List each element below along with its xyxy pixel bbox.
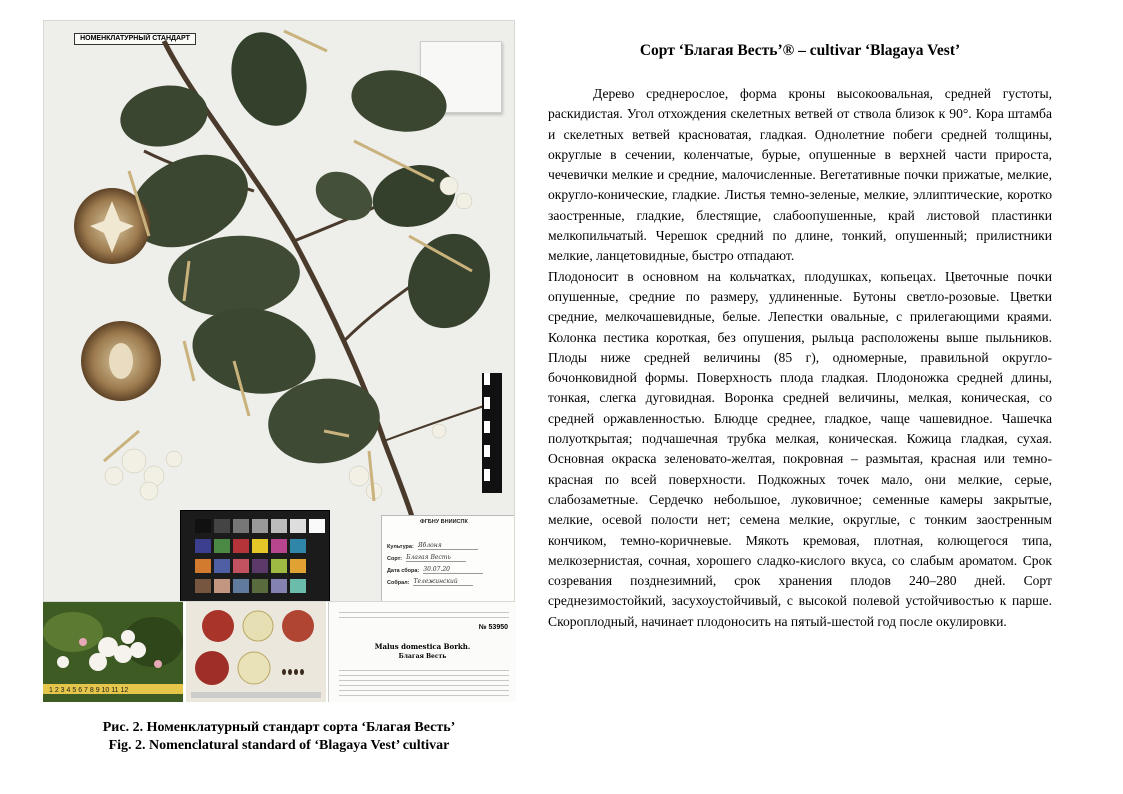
paragraph-tree: Дерево среднерослое, форма кроны высокоовальная, средней густоты, раскидистая. Угол отхождения скелетных ветвей от ствола близок к 90°. Кора штамба и скелетных ветвей красноватая, гладкая. Однолетние побеги средней толщины, округлые в сечении, коленчатые, бурые, опушенные в верхней части прироста, чечевички мелкие и средние, малочисленные. Вегетативные почки прижатые, мелкие, округло-конические, гладкие. Листья темно-зеленые, мелкие, эллиптические, коротко заостренные, гладкие, блестящие, слабоопушенные, край листовой пластинки мелкопильчатый. Черешок средний по длине, тонкий, опушенный; прилистники мелкие, ланцетовидные, быстро отпадают. (548, 86, 1052, 264)
date-value: 30.07.20 (423, 566, 483, 574)
apple-half (238, 652, 270, 684)
label-header: ФГБНУ ВНИИСПК (420, 519, 468, 525)
article-body (548, 84, 1052, 632)
paragraph-fruit: Плодоносит в основном на кольчатках, плодушках, копьецах. Цветочные почки опушенные, средние по размеру, удлиненные. Бутоны светло-розовые. Цветки средние, мелкочашевидные, белые. Лепестки овальные, с прилегающими краями. Колонка пестика короткая, без опушения, рыльца расположены выше пыльников. Плоды ниже средней величины (85 г), одномерные, правильной округло-бочонковидной формы. Поверхность плода гладкая. Плодоножка средней длины, тонкая, слегка дуговидная. Воронка средней величины, мелкая, коническая, со средней оржавленностью. Блюдце среднее, гладкое, чаще чашевидное. Чашечка полуоткрытая; подчашечная трубка мелкая, коническая. Кожица гладкая, сухая. Основная окраска зеленовато-желтая, покровная – размытая, красная или темно-красная по всей поверхности. Подкожных точек мало, они мелкие, серые, слабозаметные. Сердечко небольшое, луковичное; семенные камеры закрытые, мелкие, осевой полости нет; семена мелкие, округлые, с тонким заостренным кончиком, темно-коричневые. Мякоть кремовая, плотная, колющегося типа, мелкозернистая, сочная, хорошего сладко-кислого вкуса, со слабым ароматом. Срок созревания позднезимний, срок хранения плодов 240–280 дней. Сорт среднезимостойкий, засухоустойчивый, с высокой полевой устойчивостью к парше. Скороплодный, начинает плодоносить на пятый-шестой год после окулировки. (548, 268, 1052, 629)
collector-value: Тележинский (413, 578, 473, 586)
leaf (115, 79, 212, 153)
caption-en: Fig. 2. Nomenclatural standard of ‘Blagaya Vest’ cultivar (108, 738, 450, 753)
nomenclatural-stamp: НОМЕНКЛАТУРНЫЙ СТАНДАРТ (74, 33, 196, 45)
apple-whole (282, 610, 314, 642)
cultivar-name: Благая Весть (398, 653, 447, 660)
leaf (395, 222, 503, 340)
color-checker-chart (180, 510, 330, 602)
apple-core (109, 343, 133, 379)
fruit-photo (186, 602, 326, 702)
figure-caption (43, 719, 515, 755)
apple-whole (202, 610, 234, 642)
apple-whole (195, 651, 229, 685)
specimen-card (328, 602, 516, 702)
herbarium-label (381, 515, 515, 602)
leaf (366, 156, 463, 236)
apple-half (243, 611, 273, 641)
culture-value: Яблоня (418, 542, 478, 550)
variety-label: Сорт: (387, 556, 403, 562)
blossom-photo (43, 602, 183, 702)
caption-ru: Рис. 2. Номенклатурный стандарт сорта ‘Благая Весть’ (102, 720, 456, 735)
species-name: Malus domestica Borkh. (374, 642, 471, 651)
herbarium-sheet (43, 20, 515, 602)
collector-label: Собрал: (387, 580, 410, 586)
scale-ruler (482, 373, 502, 493)
herbarium-figure (43, 20, 515, 702)
specimen-number: № 53950 (478, 624, 508, 631)
svg-text:1 2 3 4 5 6 7 8 9 10 11 12: 1 2 3 4 5 6 7 8 9 10 11 12 (49, 687, 129, 694)
article-title: Сорт ‘Благая Весть’® – cultivar ‘Blagaya Vest’ (639, 42, 961, 59)
variety-value: Благая Весть (406, 554, 466, 562)
leaf (347, 63, 452, 139)
culture-label: Культура: (387, 544, 414, 550)
date-label: Дата сбора: (387, 568, 420, 574)
